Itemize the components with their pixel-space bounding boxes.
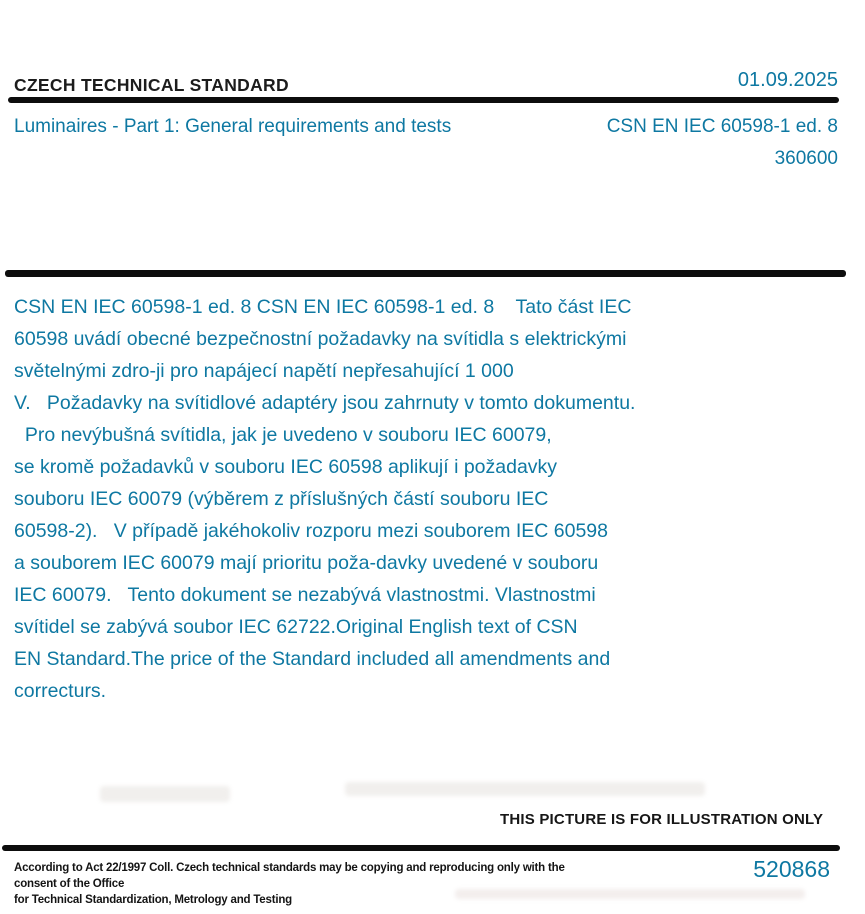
abstract-line: svítidel se zabývá soubor IEC 62722.Original English text of CSN <box>14 616 578 638</box>
abstract-line: Pro nevýbušná svítidla, jak je uvedeno v souboru IEC 60079, <box>14 424 552 446</box>
abstract-line: EN Standard.The price of the Standard included all amendments and <box>14 648 611 670</box>
document-type-title: CZECH TECHNICAL STANDARD <box>14 75 289 95</box>
abstract-line: a souborem IEC 60079 mají prioritu poža-davky uvedené v souboru <box>14 552 599 574</box>
abstract-line: souboru IEC 60079 (výběrem z příslušných částí souboru IEC <box>14 488 549 510</box>
abstract-line: 60598-2). V případě jakéhokoliv rozporu mezi souborem IEC 60598 <box>14 520 608 542</box>
footer-divider-rule <box>2 845 840 851</box>
standard-designation: CSN EN IEC 60598-1 ed. 8 <box>606 116 838 137</box>
copyright-notice-line2: for Technical Standardization, Metrology and Testing <box>14 894 292 906</box>
abstract-line: CSN EN IEC 60598-1 ed. 8 CSN EN IEC 60598-1 ed. 8 Tato část IEC <box>14 296 632 318</box>
copyright-notice-line1: According to Act 22/1997 Coll. Czech technical standards may be copying and reproducing only with the consent of the Office <box>14 862 565 890</box>
standard-class-code: 360600 <box>774 148 838 169</box>
faint-watermark <box>345 782 705 796</box>
issue-date: 01.09.2025 <box>737 69 838 91</box>
abstract-line: 60598 uvádí obecné bezpečnostní požadavky na svítidla s elektrickými <box>14 328 627 350</box>
abstract-line: světelnými zdro-ji pro napájecí napětí nepřesahující 1 000 <box>14 360 514 382</box>
abstract-divider-rule <box>5 270 846 277</box>
copyright-notice <box>14 860 604 908</box>
faint-watermark <box>100 786 230 802</box>
order-number: 520868 <box>753 856 830 882</box>
header-divider-rule <box>8 97 839 103</box>
abstract-line: IEC 60079. Tento dokument se nezabývá vlastnostmi. Vlastnostmi <box>14 584 596 606</box>
standard-subject-title: Luminaires - Part 1: General requirements and tests <box>14 116 452 137</box>
abstract-text <box>14 291 754 707</box>
illustration-disclaimer: THIS PICTURE IS FOR ILLUSTRATION ONLY <box>500 811 824 828</box>
abstract-line: V. Požadavky na svítidlové adaptéry jsou zahrnuty v tomto dokumentu. <box>14 392 636 414</box>
abstract-line: correcturs. <box>14 680 107 702</box>
abstract-line: se kromě požadavků v souboru IEC 60598 aplikují i požadavky <box>14 456 558 478</box>
